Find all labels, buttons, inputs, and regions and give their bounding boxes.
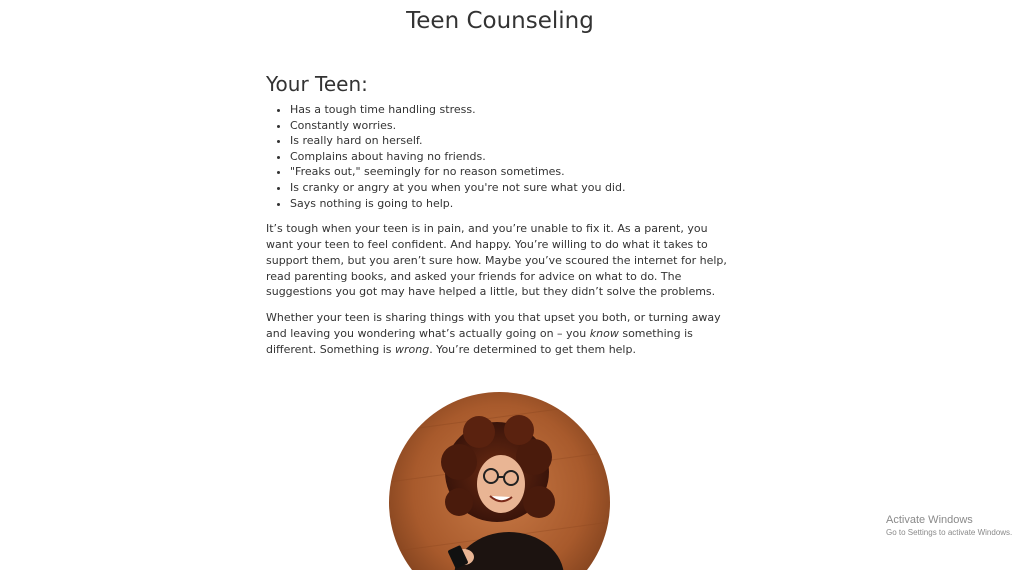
intro-paragraph: It’s tough when your teen is in pain, and you’re unable to fix it. As a parent, you want your teen to feel confident. And happy. You’re willing to do what it takes to support them, but you aren’t sure how. Maybe you’ve scoured the internet for help, read parenting books, and asked your friends for advice on what to do. The suggestions you got may have helped a little, but they didn’t solve the problems. [266,222,727,299]
list-item: • "Freaks out," seemingly for no reason sometimes. [290,164,736,180]
paragraph-text: . You’re determined to get them help. [429,342,636,356]
list-item: • Constantly worries. [290,118,736,134]
activate-windows-watermark [886,513,1012,539]
paragraph-text: Whether your teen is sharing things with you that upset you both, or turning away and leaving you wondering what’s actually going on – you [266,311,721,340]
teen-portrait-photo [389,392,610,570]
portrait-illustration [389,392,610,570]
emphasis-know: know [589,326,619,340]
symptom-list [266,102,736,211]
paragraph-text: something is different. Something is [266,326,693,356]
list-item: • Says nothing is going to help. [290,196,736,212]
second-paragraph [266,310,736,357]
main-content [266,70,736,368]
section-heading: Your Teen: [266,72,368,96]
page-title: Teen Counseling [406,8,594,34]
watermark-subtitle: Go to Settings to activate Windows. [886,528,1013,537]
list-item: • Has a tough time handling stress. [290,102,736,118]
list-item: • Complains about having no friends. [290,149,736,165]
list-item: • Is cranky or angry at you when you're not sure what you did. [290,180,736,196]
list-item: • Is really hard on herself. [290,133,736,149]
watermark-title: Activate Windows [886,514,973,526]
emphasis-wrong: wrong [394,342,430,356]
